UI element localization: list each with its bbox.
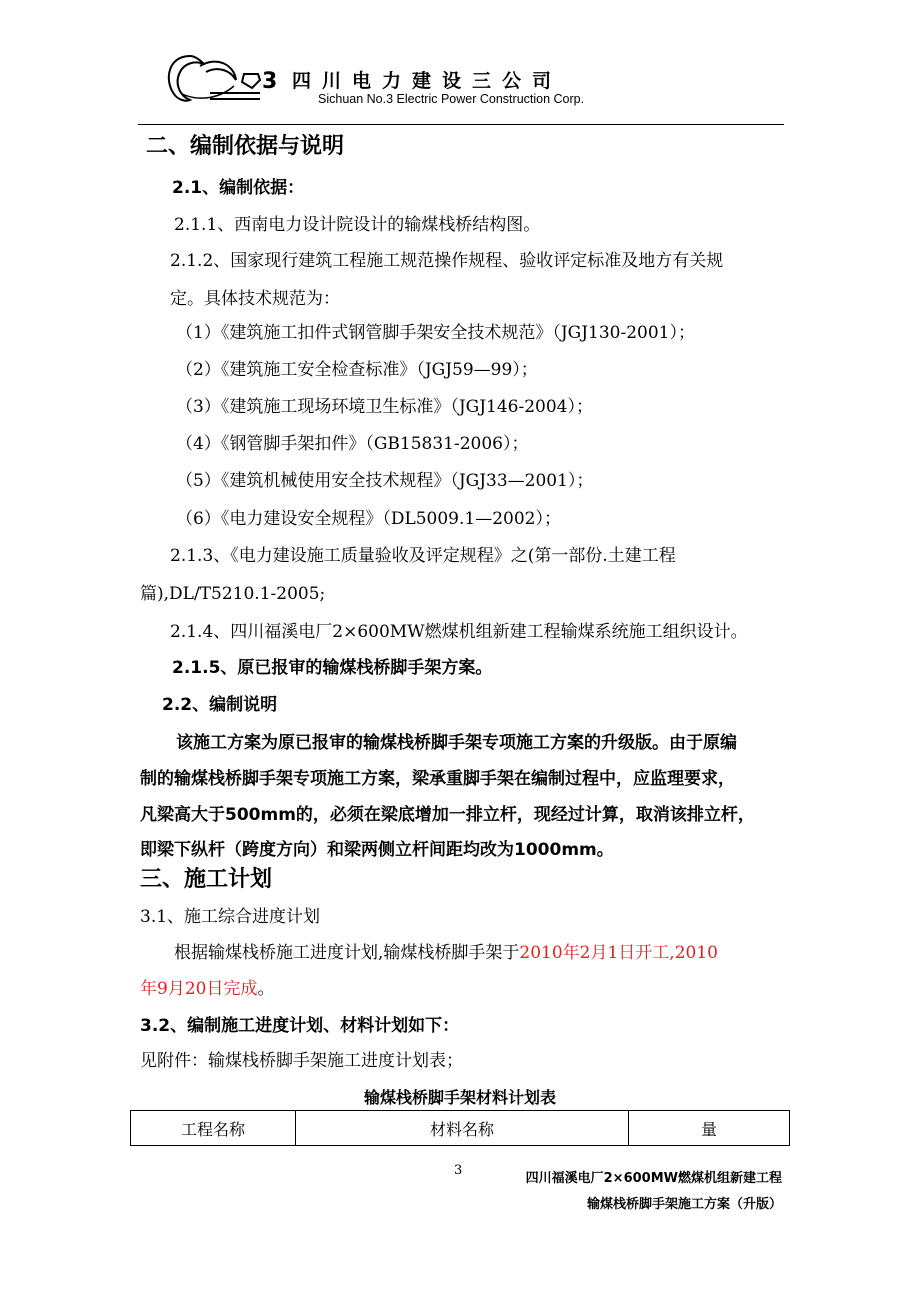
item-2-1-2-line2: 定。具体技术规范为： <box>170 289 340 309</box>
footer-project: 四川福溪电厂2×600MW燃煤机组新建工程 <box>525 1171 782 1186</box>
section-3-2-title: 3.2、编制施工进度计划、材料计划如下： <box>140 1016 460 1036</box>
schedule-text: 根据输煤栈桥施工进度计划,输煤栈桥脚手架于 <box>174 943 520 963</box>
table-header-cell: 量 <box>700 1119 717 1139</box>
spec-item: （4）《钢管脚手架扣件》（GB15831-2006）； <box>176 434 529 454</box>
page-number: 3 <box>454 1163 463 1178</box>
table-header-cell: 工程名称 <box>131 1111 296 1145</box>
item-2-1-3-line2: 篇),DL/T5210.1-2005; <box>140 584 326 604</box>
item-2-1-3-line1: 2.1.3、《电力建设施工质量验收及评定规程》之(第一部份.土建工程 <box>170 546 676 566</box>
section-2-1-title: 2.1、编制依据： <box>172 178 305 198</box>
table-header-cell: 材料名称 <box>296 1111 629 1145</box>
description-line: 制的输煤栈桥脚手架专项施工方案，梁承重脚手架在编制过程中，应监理要求， <box>140 769 735 789</box>
schedule-dates-end: 年9月20日完成 <box>140 979 258 999</box>
svg-text:3: 3 <box>262 69 278 94</box>
schedule-paragraph-line1 <box>174 941 718 965</box>
company-name-cn: 四川电力建设三公司 <box>292 70 563 92</box>
company-name-en: Sichuan No.3 Electric Power Construction Corp. <box>318 92 585 106</box>
schedule-period: 。 <box>257 979 275 999</box>
section-2-title: 二、编制依据与说明 <box>146 134 345 159</box>
description-line: 该施工方案为原已报审的输煤栈桥脚手架专项施工方案的升级版。由于原编 <box>176 733 737 753</box>
section-2-2-title: 2.2、编制说明 <box>162 695 278 715</box>
spec-item: （3）《建筑施工现场环境卫生标准》（JGJ146-2004）； <box>176 397 593 417</box>
section-3-1-title: 3.1、施工综合进度计划 <box>140 907 321 927</box>
spec-item: （2）《建筑施工安全检查标准》（JGJ59—99）； <box>176 360 538 380</box>
item-2-1-2-line1: 2.1.2、国家现行建筑工程施工规范操作规程、验收评定标准及地方有关规 <box>170 251 724 271</box>
section-3-title: 三、施工计划 <box>140 867 273 892</box>
item-2-1-1: 2.1.1、西南电力设计院设计的输煤栈桥结构图。 <box>174 215 541 235</box>
item-2-1-5: 2.1.5、原已报审的输煤栈桥脚手架方案。 <box>172 658 493 678</box>
description-line: 即梁下纵杆（跨度方向）和梁两侧立杆间距均改为1000mm。 <box>140 840 614 860</box>
schedule-dates-start: 2010年2月1日开工,2010 <box>519 943 718 963</box>
attachment-note: 见附件：输煤栈桥脚手架施工进度计划表； <box>140 1051 463 1071</box>
table-title: 输煤栈桥脚手架材料计划表 <box>363 1088 556 1107</box>
company-logo <box>160 50 290 110</box>
footer-doc-title: 输煤栈桥脚手架施工方案（升版） <box>586 1197 782 1212</box>
schedule-paragraph-line2 <box>140 977 274 1001</box>
spec-item: （6）《电力建设安全规程》（DL5009.1—2002）； <box>176 509 561 529</box>
material-table-header <box>130 1110 790 1146</box>
spec-item: （1）《建筑施工扣件式钢管脚手架安全技术规范》（JGJ130-2001）； <box>176 323 695 343</box>
description-line: 凡梁高大于500mm的，必须在梁底增加一排立杆，现经过计算，取消该排立杆， <box>140 805 755 825</box>
spec-item: （5）《建筑机械使用安全技术规程》（JGJ33—2001）； <box>176 471 594 491</box>
header-divider <box>138 124 784 125</box>
item-2-1-4: 2.1.4、四川福溪电厂2×600MW燃煤机组新建工程输煤系统施工组织设计。 <box>170 622 748 642</box>
